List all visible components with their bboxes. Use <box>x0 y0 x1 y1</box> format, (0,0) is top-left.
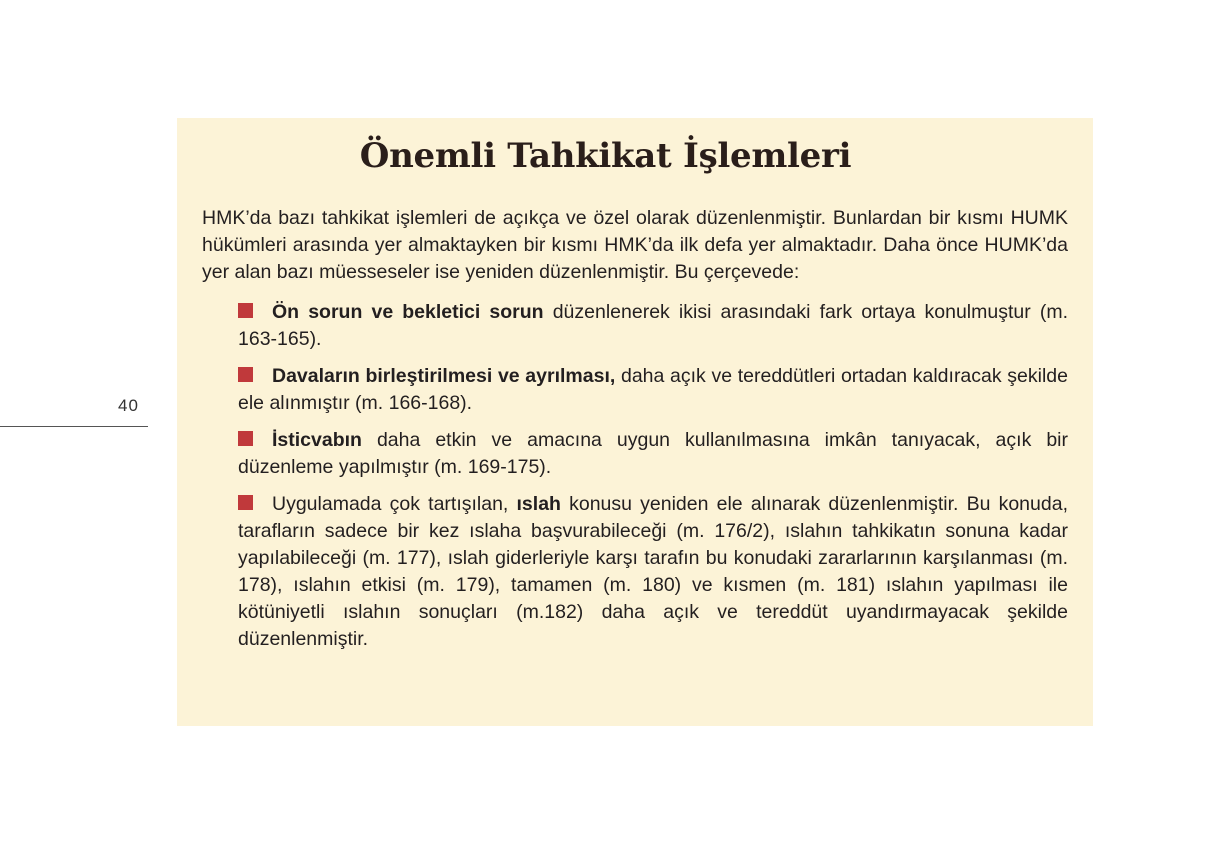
bullet-4-pre: Uygulamada çok tartışılan, <box>272 493 517 515</box>
bullet-4-bold: ıslah <box>516 493 561 515</box>
box-content <box>202 205 1068 653</box>
bullet-item-1 <box>238 299 1068 353</box>
bullet-item-3 <box>238 427 1068 481</box>
intro-paragraph: HMK’da bazı tahkikat işlemleri de açıkça ve özel olarak düzenlenmiştir. Bunlardan bir kısmı HUMK hükümleri arasında yer almaktayken bir kısmı HMK’da ilk defa yer almaktadır. Daha önce HUMK’da yer alan bazı müesseseler ise yeniden düzenlenmiştir. Bu çerçevede: <box>202 207 1068 283</box>
bullet-square-icon <box>238 303 253 318</box>
page-number: 40 <box>118 396 139 415</box>
box-title: Önemli Tahkikat İşlemleri <box>359 136 852 176</box>
bullet-1-post: düzenlenerek ikisi arasındaki fark ortaya konulmuştur (m. 163-165). <box>238 301 1068 350</box>
bullet-item-2 <box>238 363 1068 417</box>
bullet-square-icon <box>238 495 253 510</box>
bullet-4-post: konusu yeniden ele alınarak düzenlenmiştir. Bu konuda, tarafların sadece bir kez ıslaha başvurabileceği (m. 176/2), ıslahın tahkikatın sonuna kadar yapılabileceği (m. 177), ıslah giderleriyle karşı tarafın bu konudaki zararlarının karşılanması (m. 178), ıslahın etkisi (m. 179), tamamen (m. 180) ve kısmen (m. 181) ıslahın yapılması ile kötüniyetli ıslahın sonuçları (m.182) daha açık ve tereddüt uyandırmayacak şekilde düzenlenmiştir. <box>238 493 1068 650</box>
bullet-3-post: daha etkin ve amacına uygun kullanılmasına imkân tanıyacak, açık bir düzenleme yapılmıştır (m. 169-175). <box>238 429 1068 478</box>
bullet-item-4 <box>238 491 1068 653</box>
bullet-list <box>238 299 1068 653</box>
margin-rule <box>0 426 148 427</box>
bullet-3-bold: İsticvabın <box>272 429 362 451</box>
bullet-2-post: daha açık ve tereddütleri ortadan kaldıracak şekilde ele alınmıştır (m. 166-168). <box>238 365 1068 414</box>
bullet-square-icon <box>238 367 253 382</box>
bullet-1-bold: Ön sorun ve bekletici sorun <box>272 301 544 323</box>
bullet-square-icon <box>238 431 253 446</box>
bullet-2-bold: Davaların birleştirilmesi ve ayrılması, <box>272 365 616 387</box>
